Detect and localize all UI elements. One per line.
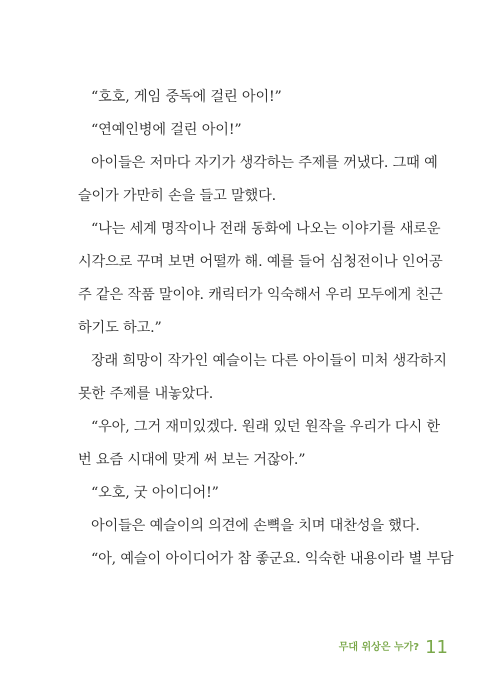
text-line: “호호, 게임 중독에 걸린 아이!” — [91, 89, 282, 105]
text-line: 시각으로 꾸며 보면 어떨까 해. 예를 들어 심청전이나 인어공 — [78, 254, 443, 270]
text-line: 아이들은 저마다 자기가 생각하는 주제를 꺼냈다. 그때 예 — [91, 155, 438, 171]
running-title: 무대 위상은 누가? — [338, 642, 420, 653]
page-number: 11 — [425, 637, 448, 658]
text-line: 못한 주제를 내놓았다. — [78, 386, 214, 402]
text-line: 하기도 하고.” — [78, 320, 162, 336]
text-line: “연예인병에 걸린 아이!” — [91, 122, 242, 138]
text-line: 번 요즘 시대에 맞게 써 보는 거잖아.” — [78, 452, 306, 468]
text-line: 아이들은 예슬이의 의견에 손뼉을 치며 대찬성을 했다. — [91, 518, 420, 534]
page-footer — [339, 634, 448, 658]
text-line: 슬이가 가만히 손을 들고 말했다. — [78, 188, 277, 204]
text-line: “아, 예슬이 아이디어가 참 좋군요. 익숙한 내용이라 별 부담 — [91, 551, 454, 567]
text-line: 주 같은 작품 말이야. 캐릭터가 익숙해서 우리 모두에게 친근 — [78, 287, 443, 303]
text-line: “나는 세계 명작이나 전래 동화에 나오는 이야기를 새로운 — [91, 221, 441, 237]
text-line: “오호, 굿 아이디어!” — [91, 485, 219, 501]
text-line: “우아, 그거 재미있겠다. 원래 있던 원작을 우리가 다시 한 — [91, 419, 440, 435]
text-line: 장래 희망이 작가인 예슬이는 다른 아이들이 미처 생각하지 — [91, 353, 447, 369]
